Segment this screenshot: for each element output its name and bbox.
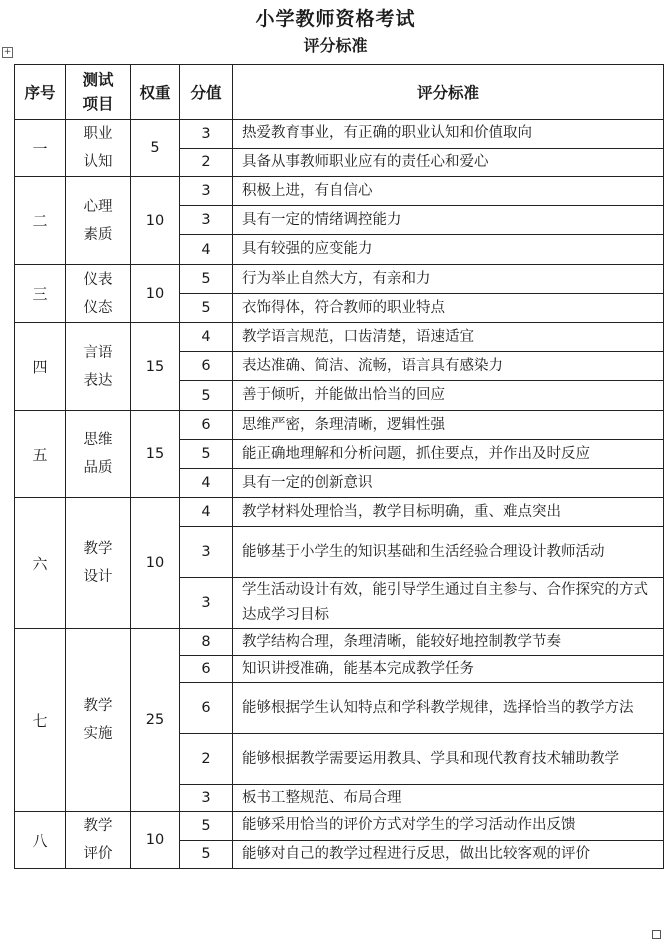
test-item-line2: 仪态 — [83, 299, 113, 316]
test-item-line1: 教学 — [83, 541, 113, 557]
score-value: 5 — [180, 440, 233, 469]
section-number: 六 — [15, 498, 66, 629]
score-value: 6 — [180, 352, 233, 381]
score-value: 6 — [180, 411, 233, 440]
score-value: 6 — [180, 656, 233, 683]
weight-value: 15 — [131, 323, 180, 411]
section-number: 五 — [15, 411, 66, 498]
test-item-line2: 认知 — [83, 154, 113, 170]
criteria-text: 行为举止自然大方，有亲和力 — [233, 265, 664, 294]
test-item-line2: 表达 — [83, 372, 113, 389]
test-item-line1: 思维 — [83, 432, 113, 448]
header-seq: 序号 — [15, 65, 66, 120]
score-value: 5 — [180, 265, 233, 294]
weight-value: 10 — [131, 498, 180, 629]
criteria-text: 具有一定的创新意识 — [233, 469, 664, 498]
table-row — [15, 323, 664, 352]
criteria-text: 表达准确、简洁、流畅，语言具有感染力 — [233, 352, 664, 381]
table-row — [15, 411, 664, 440]
score-value: 2 — [180, 734, 233, 785]
criteria-text: 具有较强的应变能力 — [233, 235, 664, 265]
section-number: 四 — [15, 323, 66, 411]
test-item-line1: 职业 — [83, 126, 113, 142]
header-criteria: 评分标准 — [233, 65, 664, 120]
test-item — [66, 323, 131, 411]
score-value: 2 — [180, 148, 233, 177]
table-row — [15, 498, 664, 527]
test-item-line1: 教学 — [83, 698, 113, 714]
weight-value: 15 — [131, 411, 180, 498]
score-value: 4 — [180, 323, 233, 352]
test-item — [66, 177, 131, 265]
score-value: 3 — [180, 206, 233, 235]
criteria-text: 教学语言规范，口齿清楚，语速适宜 — [233, 323, 664, 352]
criteria-text: 教学结构合理，条理清晰，能较好地控制教学节奏 — [233, 629, 664, 656]
table-row — [15, 812, 664, 841]
score-value: 5 — [180, 294, 233, 323]
score-value: 8 — [180, 629, 233, 656]
score-value: 4 — [180, 498, 233, 527]
header-score: 分值 — [180, 65, 233, 120]
test-item — [66, 411, 131, 498]
criteria-text: 能够根据学生认知特点和学科教学规律，选择恰当的教学方法 — [233, 683, 664, 734]
document-title: 小学教师资格考试 — [255, 8, 416, 30]
header-item-line1: 测试 — [82, 71, 114, 89]
test-item-line2: 品质 — [83, 460, 113, 476]
criteria-text: 教学材料处理恰当，教学目标明确，重、难点突出 — [233, 498, 664, 527]
test-item-line2: 素质 — [83, 226, 113, 243]
criteria-text: 能正确地理解和分析问题，抓住要点，并作出及时反应 — [233, 440, 664, 469]
weight-value: 10 — [131, 177, 180, 265]
header-item-line2: 项目 — [82, 95, 114, 113]
weight-value: 10 — [131, 812, 180, 869]
test-item-line1: 教学 — [83, 818, 113, 834]
test-item-line1: 仪表 — [83, 271, 113, 288]
criteria-text: 思维严密，条理清晰，逻辑性强 — [233, 411, 664, 440]
header-weight: 权重 — [131, 65, 180, 120]
test-item-line2: 实施 — [83, 726, 113, 742]
criteria-text: 学生活动设计有效，能引导学生通过自主参与、合作探究的方式达成学习目标 — [233, 578, 664, 629]
criteria-text: 具备从事教师职业应有的责任心和爱心 — [233, 148, 664, 177]
score-value: 5 — [180, 840, 233, 869]
table-row — [15, 629, 664, 656]
test-item-line2: 评价 — [83, 846, 113, 862]
test-item — [66, 120, 131, 177]
criteria-text: 衣饰得体，符合教师的职业特点 — [233, 294, 664, 323]
weight-value: 10 — [131, 265, 180, 323]
test-item-line1: 言语 — [83, 344, 113, 361]
criteria-text: 善于倾听，并能做出恰当的回应 — [233, 381, 664, 411]
test-item — [66, 629, 131, 812]
table-body — [15, 120, 664, 869]
table-row — [15, 177, 664, 206]
section-number: 七 — [15, 629, 66, 812]
test-item — [66, 812, 131, 869]
score-value: 6 — [180, 683, 233, 734]
criteria-text: 能够对自己的教学过程进行反思，做出比较客观的评价 — [233, 840, 664, 869]
table-row — [15, 265, 664, 294]
section-number: 三 — [15, 265, 66, 323]
criteria-text: 具有一定的情绪调控能力 — [233, 206, 664, 235]
weight-value: 25 — [131, 629, 180, 812]
test-item-line1: 心理 — [83, 198, 113, 215]
score-value: 3 — [180, 785, 233, 812]
criteria-text: 板书工整规范、布局合理 — [233, 785, 664, 812]
criteria-text: 能够根据教学需要运用教具、学具和现代教育技术辅助教学 — [233, 734, 664, 785]
header-item — [66, 65, 131, 120]
criteria-text: 能够基于小学生的知识基础和生活经验合理设计教师活动 — [233, 527, 664, 578]
score-value: 4 — [180, 235, 233, 265]
section-number: 一 — [15, 120, 66, 177]
criteria-text: 热爱教育事业，有正确的职业认知和价值取向 — [233, 120, 664, 149]
table-move-handle-icon[interactable]: + — [3, 47, 12, 57]
section-number: 八 — [15, 812, 66, 869]
criteria-text: 知识讲授准确，能基本完成教学任务 — [233, 656, 664, 683]
score-value: 3 — [180, 527, 233, 578]
score-value: 3 — [180, 120, 233, 149]
criteria-text: 能够采用恰当的评价方式对学生的学习活动作出反馈 — [233, 812, 664, 841]
section-number: 二 — [15, 177, 66, 265]
table-row — [15, 120, 664, 149]
score-value: 4 — [180, 469, 233, 498]
test-item-line2: 设计 — [83, 569, 113, 585]
document-subtitle: 评分标准 — [303, 36, 368, 55]
score-value: 5 — [180, 812, 233, 841]
scoring-table — [14, 64, 664, 869]
test-item — [66, 498, 131, 629]
end-of-table-marker — [652, 930, 661, 939]
score-value: 5 — [180, 381, 233, 411]
criteria-text: 积极上进，有自信心 — [233, 177, 664, 206]
score-value: 3 — [180, 177, 233, 206]
score-value: 3 — [180, 578, 233, 629]
test-item — [66, 265, 131, 323]
weight-value: 5 — [131, 120, 180, 177]
table-header-row — [15, 65, 664, 120]
